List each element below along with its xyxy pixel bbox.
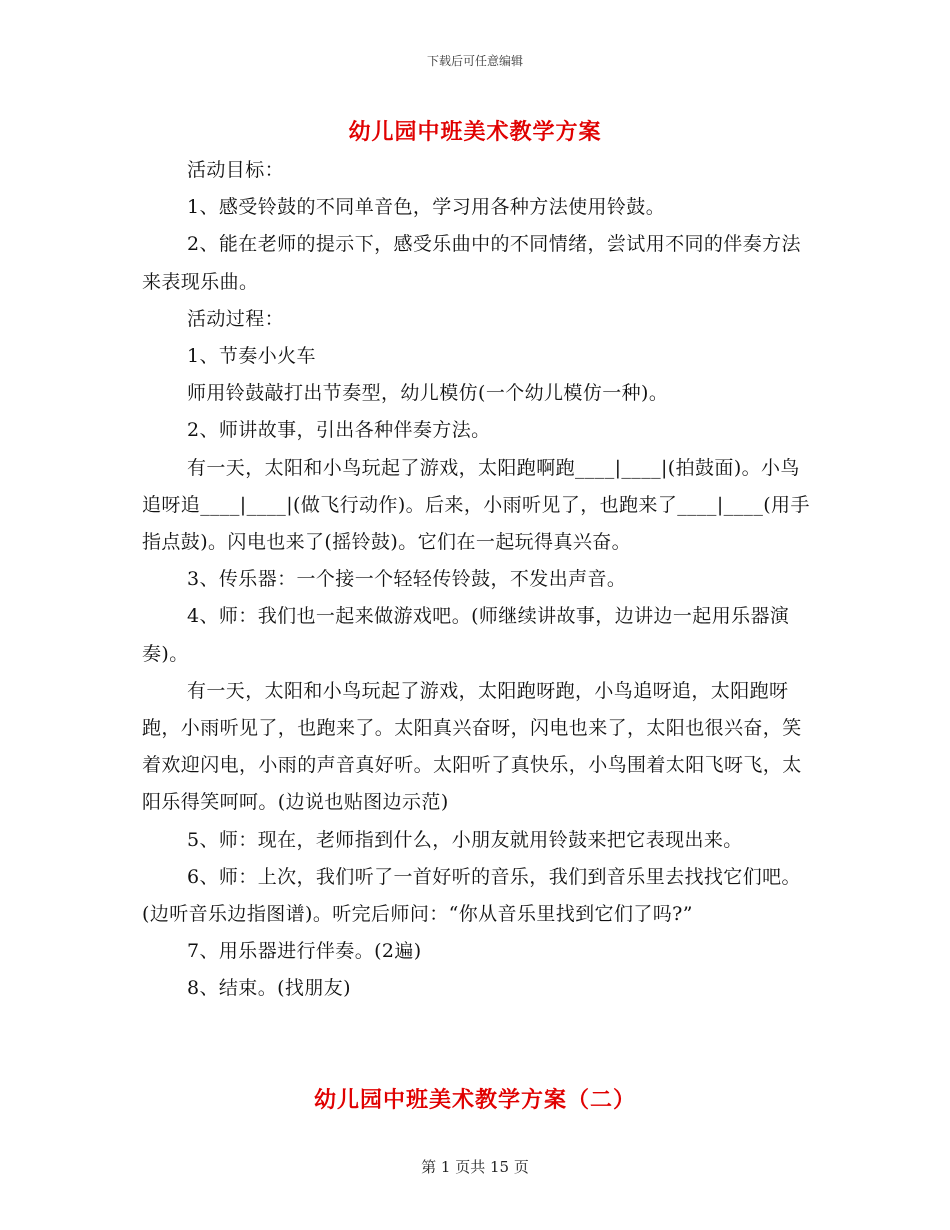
page-footer: 第 1 页共 15 页 [421, 1158, 529, 1176]
page-header: 下载后可任意编辑 [426, 54, 523, 68]
document-body [142, 152, 810, 1008]
paragraph: 1、节奏小火车 [187, 345, 316, 368]
paragraph: 活动目标： [187, 159, 285, 181]
paragraph: 5、师：现在，老师指到什么，小朋友就用铃鼓来把它表现出来。 [187, 828, 743, 851]
paragraph: 2、能在老师的提示下，感受乐曲中的不同情绪，尝试用不同的伴奏方法来表现乐曲。 [142, 233, 801, 293]
paragraph: 3、传乐器：一个接一个轻轻传铃鼓，不发出声音。 [187, 568, 627, 591]
paragraph: 7、用乐器进行伴奏。(2遍) [187, 940, 422, 963]
next-section-title: 幼儿园中班美术教学方案（二） [313, 1087, 636, 1113]
paragraph: 师用铃鼓敲打出节奏型，幼儿模仿(一个幼儿模仿一种)。 [187, 382, 669, 405]
paragraph: 有一天，太阳和小鸟玩起了游戏，太阳跑呀跑，小鸟追呀追，太阳跑呀跑，小雨听见了，也跑来了。太阳真兴奋呀，闪电也来了，太阳也很兴奋，笑着欢迎闪电，小雨的声音真好听。太阳听了真快乐，小鸟围着太阳飞呀飞，太阳乐得笑呵呵。(边说也贴图边示范) [142, 679, 802, 814]
paragraph: 6、师：上次，我们听了一首好听的音乐，我们到音乐里去找找它们吧。(边听音乐边指图谱)。听完后师问：“你从音乐里找到它们了吗?” [142, 865, 801, 926]
paragraph: 4、师：我们也一起来做游戏吧。(师继续讲故事，边讲边一起用乐器演奏)。 [142, 605, 790, 665]
paragraph: 2、师讲故事，引出各种伴奏方法。 [187, 419, 491, 442]
document-title: 幼儿园中班美术教学方案 [348, 119, 602, 145]
paragraph: 8、结束。(找朋友) [187, 977, 351, 1000]
paragraph: 1、感受铃鼓的不同单音色，学习用各种方法使用铃鼓。 [187, 196, 666, 219]
paragraph: 活动过程： [187, 307, 285, 330]
paragraph: 有一天，太阳和小鸟玩起了游戏，太阳跑啊跑____|____|(拍鼓面)。小鸟追呀追____|____|(做飞行动作)。后来，小雨听见了，也跑来了____|____(用手指点鼓)。闪电也来了(摇铃鼓)。它们在一起玩得真兴奋。 [142, 456, 810, 554]
